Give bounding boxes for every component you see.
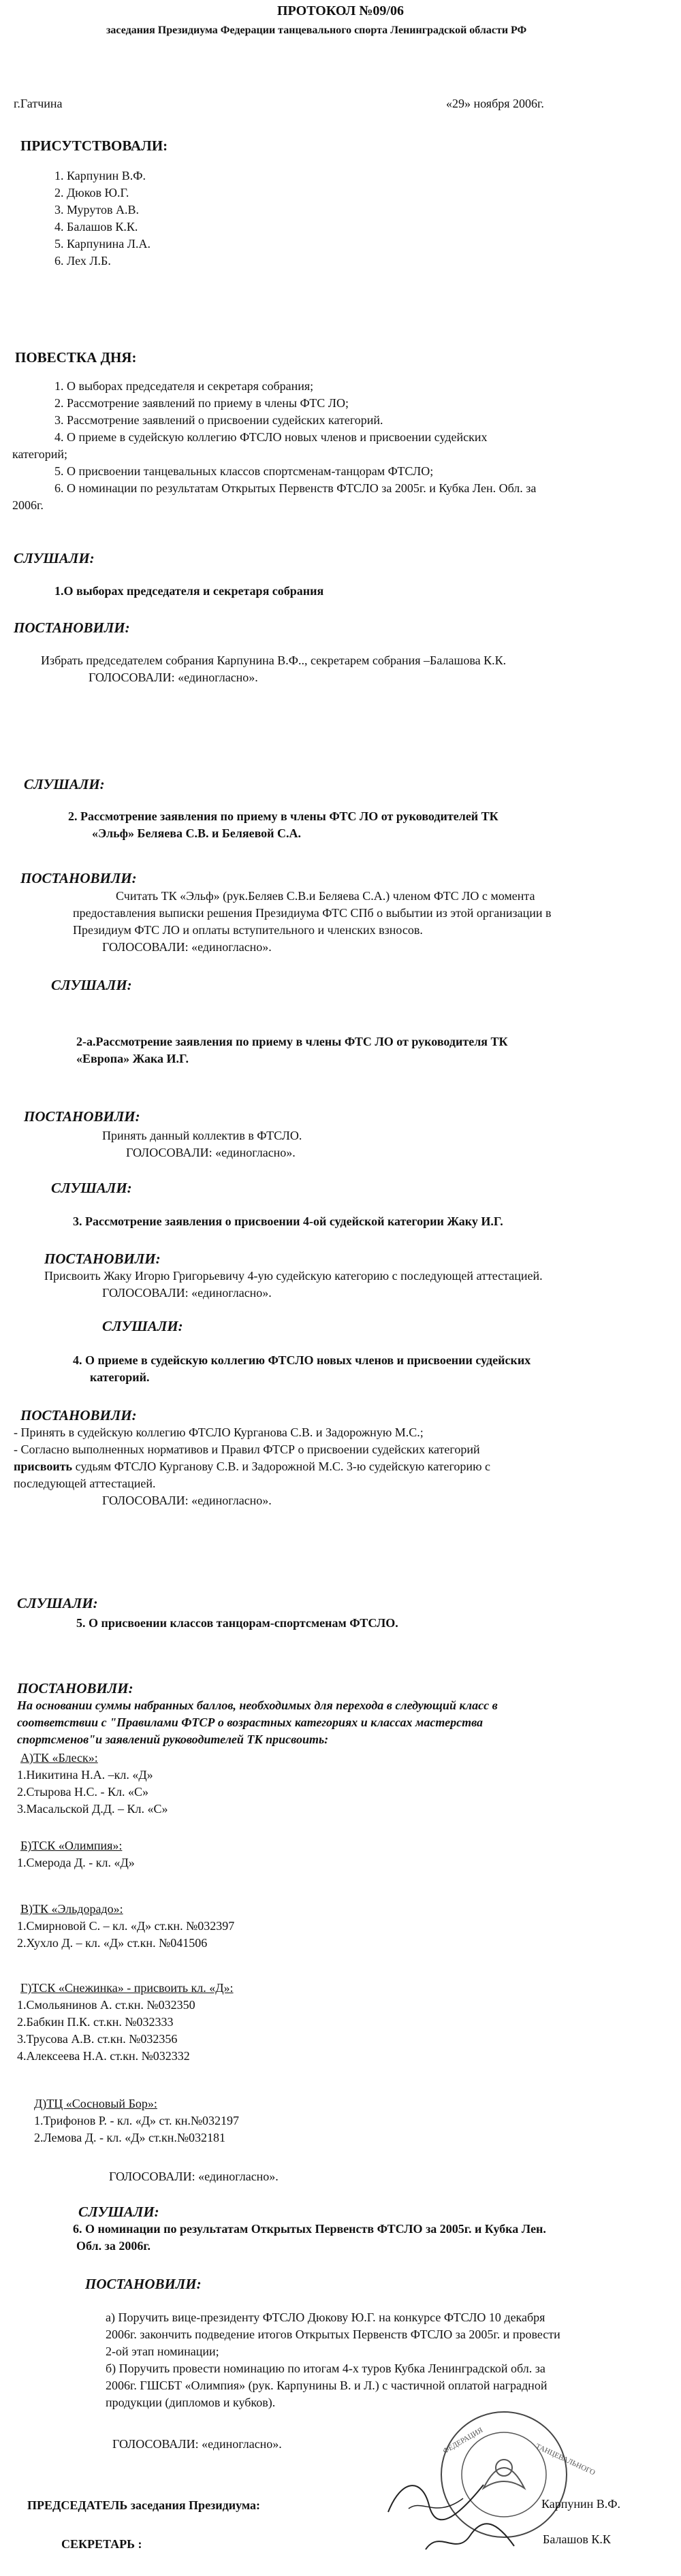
present-item: 2. Дюков Ю.Г. xyxy=(54,186,129,199)
club-row: 1.Смерода Д. - кл. «Д» xyxy=(17,1856,135,1869)
s2-topic: «Эльф» Беляева С.В. и Беляевой С.А. xyxy=(92,826,302,840)
heard-heading: СЛУШАЛИ: xyxy=(102,1318,183,1334)
s2a-vote: ГОЛОСОВАЛИ: «единогласно». xyxy=(126,1146,296,1159)
s2-text: предоставления выписки решения Президиума ФТС СПб о выбытии из этой организации в xyxy=(73,906,552,920)
secretary-name: Балашов К.К xyxy=(543,2532,611,2546)
svg-text:ФЕДЕРАЦИЯ: ФЕДЕРАЦИЯ xyxy=(441,2426,485,2456)
chair-name: Карпунин В.Ф. xyxy=(541,2497,621,2511)
s5-intro: спортсменов"и заявлений руководителей ТК присвоить: xyxy=(17,1733,329,1746)
club-row: 1.Никитина Н.А. –кл. «Д» xyxy=(17,1768,153,1782)
agenda-item: 2006г. xyxy=(12,498,44,512)
s1-topic: 1.О выборах председателя и секретаря собрания xyxy=(54,584,324,598)
resolved-heading: ПОСТАНОВИЛИ: xyxy=(44,1251,161,1267)
s5-topic: 5. О присвоении классов танцорам-спортсменам ФТСЛО. xyxy=(76,1616,398,1630)
secretary-label: СЕКРЕТАРЬ : xyxy=(61,2537,142,2551)
s6-text: 2-ой этап номинации; xyxy=(106,2345,219,2358)
club-row: 1.Смирновой С. – кл. «Д» ст.кн. №032397 xyxy=(17,1919,235,1933)
s2a-text: Принять данный коллектив в ФТСЛО. xyxy=(102,1129,302,1142)
agenda-item: 6. О номинации по результатам Открытых Первенств ФТСЛО за 2005г. и Кубка Лен. Обл. за xyxy=(54,481,537,495)
club-row: 1.Смольянинов А. ст.кн. №032350 xyxy=(17,1998,195,2012)
s2-topic: 2. Рассмотрение заявления по приему в члены ФТС ЛО от руководителей ТК xyxy=(68,809,498,823)
present-heading: ПРИСУТСТВОВАЛИ: xyxy=(20,138,168,154)
club-row: 3.Масальской Д.Д. – Кл. «С» xyxy=(17,1802,168,1816)
s2-vote: ГОЛОСОВАЛИ: «единогласно». xyxy=(102,940,272,954)
svg-text:ТАНЦЕВАЛЬНОГО: ТАНЦЕВАЛЬНОГО xyxy=(534,2442,597,2477)
club-row: 2.Хухло Д. – кл. «Д» ст.кн. №041506 xyxy=(17,1936,208,1950)
club-name: Д)ТЦ «Сосновый Бор»: xyxy=(34,2097,157,2110)
s6-topic: Обл. за 2006г. xyxy=(76,2239,151,2253)
agenda-item: 5. О присвоении танцевальных классов спортсменам-танцорам ФТСЛО; xyxy=(54,464,434,478)
s4-text xyxy=(14,1458,490,1475)
resolved-heading: ПОСТАНОВИЛИ: xyxy=(14,619,130,636)
present-item: 4. Балашов К.К. xyxy=(54,220,138,234)
s4-text-rest: судьям ФТСЛО Курганову С.В. и Задорожной М.С. 3-ю судейскую категорию с xyxy=(72,1460,491,1473)
agenda-item: 2. Рассмотрение заявлений по приему в члены ФТС ЛО; xyxy=(54,396,349,410)
s6-text: 2006г. закончить подведение итогов Открытых Первенств ФТСЛО за 2005г. и провести xyxy=(106,2328,560,2341)
heard-heading: СЛУШАЛИ: xyxy=(78,2204,159,2220)
present-item: 6. Лех Л.Б. xyxy=(54,254,111,268)
club-row: 2.Стырова Н.С. - Кл. «С» xyxy=(17,1785,148,1799)
resolved-heading: ПОСТАНОВИЛИ: xyxy=(17,1680,133,1696)
club-name: В)ТК «Эльдорадо»: xyxy=(20,1902,123,1916)
s4-topic: 4. О приеме в судейскую коллегию ФТСЛО новых членов и присвоении судейских xyxy=(73,1353,531,1367)
s1-vote: ГОЛОСОВАЛИ: «единогласно». xyxy=(89,671,258,684)
s3-vote: ГОЛОСОВАЛИ: «единогласно». xyxy=(102,1286,272,1300)
club-name: А)ТК «Блеск»: xyxy=(20,1751,98,1765)
club-name: Б)ТСК «Олимпия»: xyxy=(20,1839,123,1852)
resolved-heading: ПОСТАНОВИЛИ: xyxy=(20,870,137,886)
s2a-topic: 2-а.Рассмотрение заявления по приему в члены ФТС ЛО от руководителя ТК xyxy=(76,1035,508,1048)
s6-topic: 6. О номинации по результатам Открытых Первенств ФТСЛО за 2005г. и Кубка Лен. xyxy=(73,2222,546,2236)
club-name: Г)ТСК «Снежинка» - присвоить кл. «Д»: xyxy=(20,1981,234,1995)
agenda-item: категорий; xyxy=(12,447,68,461)
s6-vote: ГОЛОСОВАЛИ: «единогласно». xyxy=(112,2437,282,2451)
club-row: 4.Алексеева Н.А. ст.кн. №032332 xyxy=(17,2049,190,2063)
s2-text: Президиум ФТС ЛО и оплаты вступительного и членских взносов. xyxy=(73,923,423,937)
s5-vote: ГОЛОСОВАЛИ: «единогласно». xyxy=(109,2170,279,2183)
protocol-subtitle: заседания Президиума Федерации танцевального спорта Ленинградской области РФ xyxy=(106,25,527,36)
agenda-heading: ПОВЕСТКА ДНЯ: xyxy=(15,349,137,366)
agenda-item: 3. Рассмотрение заявлений о присвоении судейских категорий. xyxy=(54,413,383,427)
club-row: 1.Трифонов Р. - кл. «Д» ст. кн.№032197 xyxy=(34,2114,240,2127)
s1-text: Избрать председателем собрания Карпунина В.Ф.., секретарем собрания –Балашова К.К. xyxy=(41,654,507,667)
heard-heading: СЛУШАЛИ: xyxy=(51,977,132,993)
resolved-heading: ПОСТАНОВИЛИ: xyxy=(24,1108,140,1125)
s6-text: 2006г. ГШСБТ «Олимпия» (рук. Карпунины В. и Л.) с частичной оплатой наградной xyxy=(106,2379,548,2392)
s6-text: а) Поручить вице-президенту ФТСЛО Дюкову Ю.Г. на конкурсе ФТСЛО 10 декабря xyxy=(106,2311,545,2324)
s5-intro: соответствии с "Правилами ФТСР о возрастных категориях и классах мастерства xyxy=(17,1716,483,1729)
club-row: 2.Бабкин П.К. ст.кн. №032333 xyxy=(17,2015,174,2029)
resolved-heading: ПОСТАНОВИЛИ: xyxy=(20,1407,137,1423)
s5-intro: На основании суммы набранных баллов, необходимых для перехода в следующий класс в xyxy=(17,1698,498,1712)
s4-text: - Принять в судейскую коллегию ФТСЛО Курганова С.В. и Задорожную М.С.; xyxy=(14,1426,424,1439)
present-item: 3. Мурутов А.В. xyxy=(54,203,139,216)
heard-heading: СЛУШАЛИ: xyxy=(14,550,95,566)
s4-text-bold: присвоить xyxy=(14,1460,73,1473)
heard-heading: СЛУШАЛИ: xyxy=(24,776,105,792)
s6-text: б) Поручить провести номинацию по итогам 4-х туров Кубка Ленинградской обл. за xyxy=(106,2362,545,2375)
agenda-item: 4. О приеме в судейскую коллегию ФТСЛО новых членов и присвоении судейских xyxy=(54,430,488,444)
heard-heading: СЛУШАЛИ: xyxy=(51,1180,132,1196)
s4-topic: категорий. xyxy=(90,1370,150,1384)
resolved-heading: ПОСТАНОВИЛИ: xyxy=(85,2276,202,2292)
agenda-item: 1. О выборах председателя и секретаря собрания; xyxy=(54,379,314,393)
club-row: 2.Лемова Д. - кл. «Д» ст.кн.№032181 xyxy=(34,2131,226,2144)
present-item: 1. Карпунин В.Ф. xyxy=(54,169,146,182)
s3-text: Присвоить Жаку Игорю Григорьевичу 4-ую судейскую категорию с последующей аттестацией. xyxy=(44,1269,543,1283)
chair-label: ПРЕДСЕДАТЕЛЬ заседания Президиума: xyxy=(27,2498,261,2512)
date: «29» ноября 2006г. xyxy=(446,97,544,110)
heard-heading: СЛУШАЛИ: xyxy=(17,1595,98,1611)
club-row: 3.Трусова А.В. ст.кн. №032356 xyxy=(17,2032,178,2046)
s6-text: продукции (дипломов и кубков). xyxy=(106,2396,276,2409)
s3-topic: 3. Рассмотрение заявления о присвоении 4-ой судейской категории Жаку И.Г. xyxy=(73,1214,503,1228)
secretary-signature xyxy=(422,2515,518,2563)
present-item: 5. Карпунина Л.А. xyxy=(54,237,151,251)
s4-text: - Согласно выполненных нормативов и Правил ФТСР о присвоении судейских категорий xyxy=(14,1443,480,1456)
protocol-title: ПРОТОКОЛ №09/06 xyxy=(277,3,404,18)
s4-text: последующей аттестацией. xyxy=(14,1477,156,1490)
s2a-topic: «Европа» Жака И.Г. xyxy=(76,1052,189,1065)
city: г.Гатчина xyxy=(14,97,63,110)
s2-text: Считать ТК «Эльф» (рук.Беляев С.В.и Беляева С.А.) членом ФТС ЛО с момента xyxy=(116,889,535,903)
s4-vote: ГОЛОСОВАЛИ: «единогласно». xyxy=(102,1494,272,1507)
